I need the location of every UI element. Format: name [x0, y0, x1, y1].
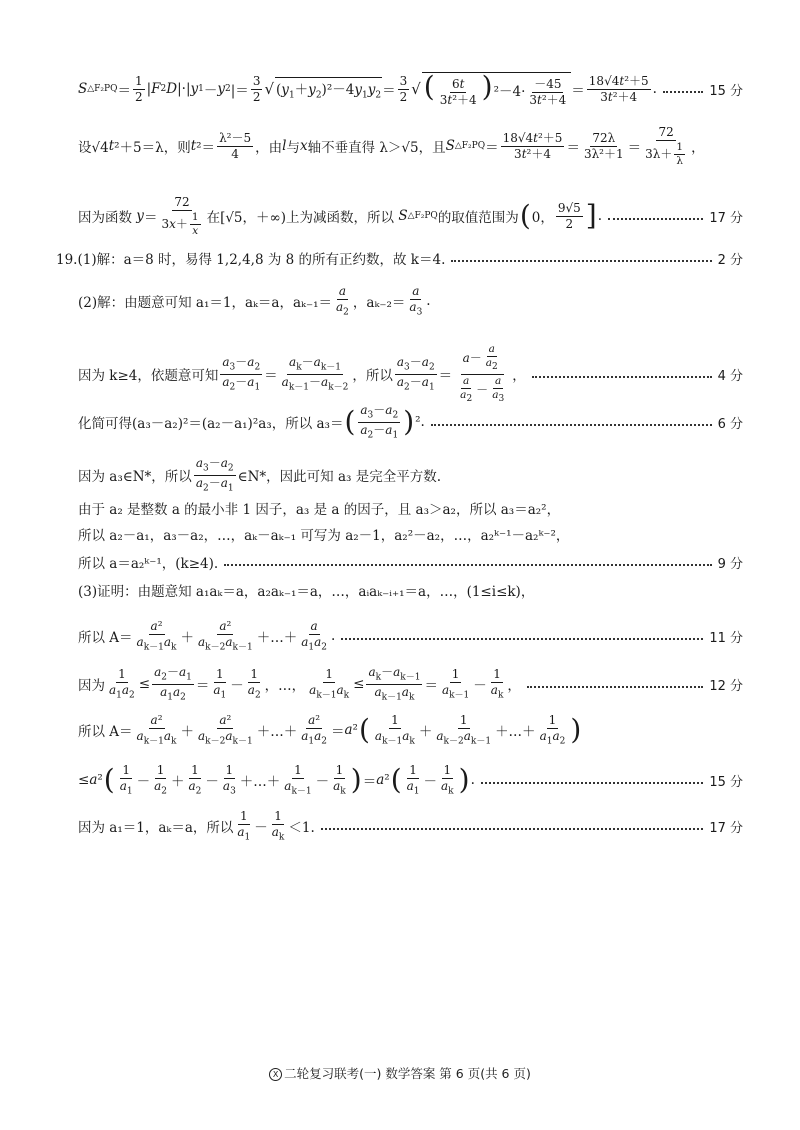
since-line — [78, 498, 743, 518]
text: 所以 a＝a₂ᵏ⁻¹，(k≥4). — [78, 556, 219, 572]
score-label: 15 分 — [709, 83, 743, 99]
sum-a-factored-line: 所以 A＝ $\frac{\text{a²}}{a_{k-1}a_k}$ ＋ $\frac{\text{a²}}{a_{k-2}a_{k-1}}$ ＋…＋ $\frac{\text{a²}}{a_1a_2}$ ＝ a ² ( $\frac{1}{a_{k-1}a_k}$ ＋ $\frac{1}{a_{k-2}a_{k-1}}$ ＋…＋ $\frac{1}{a_1a_2}$ ) — [78, 713, 582, 747]
final-line: 因为 a₁＝1，aₖ＝a，所以 $\frac{1}{a_1}$ － $\frac{1}{a_k}$ ＜1. 17 分 — [78, 809, 743, 842]
text: 由于 a₂ 是整数 a 的最小非 1 因子，a₃ 是 a 的因子，且 a₃＞a₂，所以 a₃＝a₂²， — [78, 502, 561, 518]
page-footer — [0, 1064, 800, 1082]
leader-dots — [608, 218, 703, 220]
text: 因为 — [78, 678, 105, 695]
score-label: 17 分 — [709, 820, 743, 836]
conclusion-line — [78, 552, 743, 572]
leader-dots — [532, 376, 712, 378]
score-label: 17 分 — [709, 210, 743, 226]
text: 因为 k≥4，依题意可知 — [78, 368, 219, 385]
text: 所以 a₂－a₁，a₃－a₂，…，aₖ－aₖ₋₁ 可写为 a₂－1，a₂²－a₂，…，a₂ᵏ⁻¹－a₂ᵏ⁻²， — [78, 528, 570, 544]
publisher-logo-icon: X — [269, 1068, 282, 1081]
text: 19.(1)解：a＝8 时，易得 1,2,4,8 为 8 的所有正约数，故 k＝4. — [56, 252, 446, 268]
q19-part3-line — [78, 580, 743, 600]
text: 在 — [206, 210, 221, 227]
text: 化简可得(a₃－a₂)²＝(a₂－a₁)²a₃，所以 a₃＝ — [78, 416, 344, 433]
footer-text: 二轮复习联考(一) 数学答案 第 6 页(共 6 页) — [284, 1066, 531, 1081]
score-label: 11 分 — [709, 630, 743, 646]
q19-part1-line — [56, 248, 743, 268]
score-label: 4 分 — [717, 368, 743, 384]
text: 因为 a₁＝1，aₖ＝a，所以 — [78, 820, 234, 837]
text: 所以 A＝ — [78, 724, 133, 741]
leader-dots — [663, 91, 703, 93]
substitution-line: 设√4 t ²＋5＝λ，则 t ²＝ $\frac{\text{λ²－5}}{4}$ ，由 l 与 x 轴不垂直得 λ＞√5，且 S △F₂PQ ＝ $\frac{\text{18√4t²＋5}}{\text{3t²＋4}}$ ＝ $\frac{72\lambda}{\text{3λ²＋1}}$ ＝ 72 3λ＋ $\frac{1}{\lambda}$ ， — [78, 125, 705, 167]
text: 上为减函数，所以 — [286, 210, 395, 227]
text: 因为 a₃∈N*，所以 — [78, 469, 192, 486]
function-range-line: 因为函数 y ＝ 72 3x＋ $\frac{1}{x}$ 在 [√5，＋∞) 上为减函数，所以 S △F₂PQ 的取值范围为 ( 0， $\frac{9√5}{2}$ ] . 17 分 — [78, 195, 743, 237]
inequality-line: 因为 $\frac{1}{a_1a_2}$ ≤ $\frac{a_2-a_1}{a_1a_2}$ ＝ $\frac{1}{a_1}$ － $\frac{1}{a_2}$ ，…， $\frac{1}{a_{k-1}a_k}$ ≤ $\frac{a_k-a_{k-1}}{a_{k-1}a_k}$ ＝ $\frac{1}{a_{k-1}}$ － $\frac{1}{a_k}$ ， 12 分 — [78, 665, 743, 703]
simplify-line: 化简可得(a₃－a₂)²＝(a₂－a₁)²a₃，所以 a₃＝ ( $\frac{a_3-a_2}{a_2-a_1}$ ) ². 6 分 — [78, 403, 743, 441]
rewrite-line — [78, 524, 743, 544]
text: 的取值范围为 — [437, 210, 519, 227]
text: (2)解：由题意可知 a₁＝1，aₖ＝a，aₖ₋₁＝ — [78, 295, 332, 312]
telescoping-line: ≤ a ² ( $\frac{1}{a_1}$ － $\frac{1}{a_2}$ ＋ $\frac{1}{a_2}$ － $\frac{1}{a_3}$ ＋…＋ $\frac{1}{a_{k-1}}$ － $\frac{1}{a_k}$ ) ＝ a ² ( $\frac{1}{a_1}$ － $\frac{1}{a_k}$ ) . 15 分 — [78, 763, 743, 797]
score-label: 9 分 — [717, 556, 743, 572]
leader-dots — [321, 828, 704, 830]
ratio-line: 因为 k≥4，依题意可知 $\frac{a_3-a_2}{a_2-a_1}$ ＝ $\frac{a_k-a_{k-1}}{a_{k-1}-a_{k-2}}$ ，所以 $\frac{a_3-a_2}{a_2-a_1}$ ＝ a－ $\frac{a}{a_2}$ $\frac{a}{a_2}$ － $\frac{a}{a_3}$ ， 4 分 — [78, 343, 743, 404]
leader-dots — [341, 638, 703, 640]
score-label: 12 分 — [709, 678, 743, 694]
text: ，aₖ₋₂＝ — [352, 295, 406, 312]
leader-dots — [451, 260, 711, 262]
leader-dots — [224, 564, 711, 566]
text: 因为函数 — [78, 210, 132, 227]
score-label: 15 分 — [709, 774, 743, 790]
leader-dots — [527, 686, 703, 688]
perfect-square-line: 因为 a₃∈N*，所以 $\frac{a_3-a_2}{a_2-a_1}$ ∈N*，因此可知 a₃ 是完全平方数. — [78, 456, 441, 494]
area-formula-line: S △F₂PQ ＝ $\frac{1}{2}$ | F 2 D |·| y 1 － y 2 |＝ $\frac{3}{2}$ √ $(y_1+y_2)^2-4y_1y_2$ ＝ $\frac{3}{2}$ √ ( $\frac{6t}{\text{3t²＋4}}$ )²－4· $\frac{-45}{\text{3t²＋4}}$ ＝ $\frac{\text{18√4t²＋5}}{\text{3t²＋4}}$ . 15 分 — [78, 70, 743, 107]
leader-dots — [481, 782, 703, 784]
leader-dots — [431, 424, 712, 426]
text: ＜1. — [288, 820, 315, 837]
text: ∈N*，因此可知 a₃ 是完全平方数. — [237, 469, 441, 486]
text: (3)证明：由题意知 a₁aₖ＝a，a₂aₖ₋₁＝a，…，aᵢaₖ₋ᵢ₊₁＝a，…，(1≤i≤k)， — [78, 584, 535, 600]
sum-a-line: 所以 A＝ $\frac{\text{a²}}{a_{k-1}a_k}$ ＋ $\frac{\text{a²}}{a_{k-2}a_{k-1}}$ ＋…＋ $\frac{a}{a_1a_2}$ . 11 分 — [78, 619, 743, 652]
text: 所以 A＝ — [78, 630, 133, 647]
score-label: 6 分 — [717, 416, 743, 432]
q19-part2-line: (2)解：由题意可知 a₁＝1，aₖ＝a，aₖ₋₁＝ $\frac{a}{a_2}$ ，aₖ₋₂＝ $\frac{a}{a_3}$ . — [78, 284, 431, 317]
text: ，所以 — [352, 368, 393, 385]
score-label: 2 分 — [717, 252, 743, 268]
